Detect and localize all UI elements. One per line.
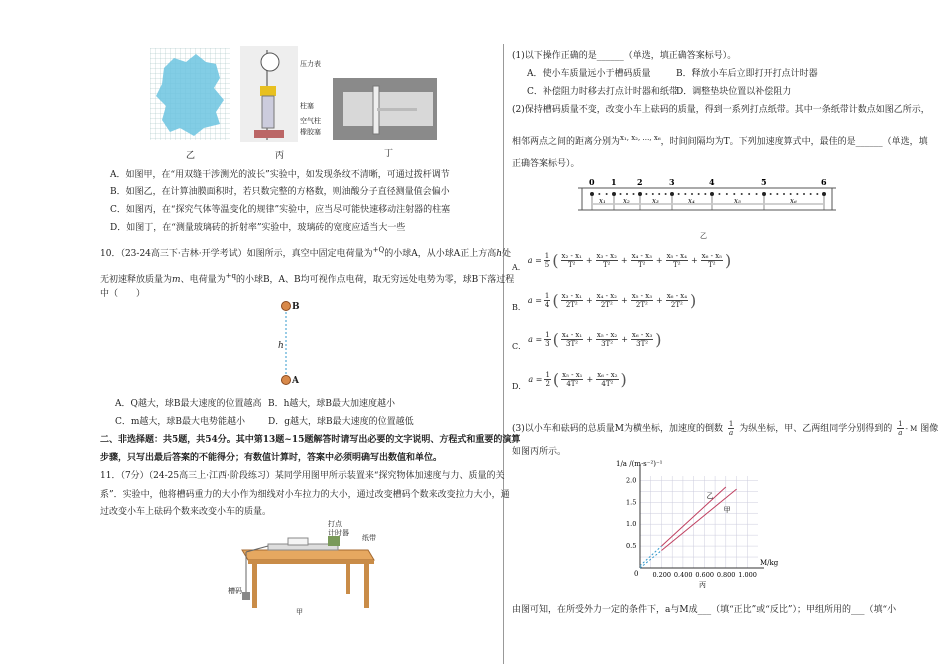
tape-x-label: x₁ xyxy=(599,197,606,205)
tape-count-dot xyxy=(670,192,674,196)
chart-x-tick: 0.800 xyxy=(716,571,736,579)
chart-series-label: 甲 xyxy=(723,505,731,514)
figure-yi-oil-film xyxy=(150,48,230,140)
tape-dot xyxy=(620,193,622,195)
q11-line-2: 系”．实验中，他将槽码重力的大小作为细线对小车拉力的大小，通过改变槽码个数来改变拉力大小，通 xyxy=(100,490,510,500)
tape-dot xyxy=(645,193,647,195)
q10-label-b: B xyxy=(292,302,300,312)
q11-part-2-line-1: (2)保持槽码质量不变，改变小车上砝码的质量，得到一系列打点纸带。其中一条纸带计数点如图乙所示， xyxy=(512,105,930,115)
tape-dot xyxy=(790,193,792,195)
tape-count-dot xyxy=(638,192,642,196)
figure-yi-caption: 乙 xyxy=(186,151,196,161)
formula-option-c: C． a = $\frac{1}{3}$ ( $\frac{\text{x₄ - x₁}}{\text{3T²}}$ + $\frac{\text{x₅ - x₂}}{\text{3T²}}$ + $\frac{\text{x₆ - x₃}}{\text{3T²}}$ ) xyxy=(512,330,662,351)
label-timer: 打点 计时器 xyxy=(328,520,349,537)
tape-count-dot xyxy=(710,192,714,196)
q11-part-2-line-3: 正确答案标号）。 xyxy=(512,159,580,169)
label-rubber-stopper: 橡胶塞 xyxy=(300,128,321,136)
chart-origin-label: 0 xyxy=(634,570,639,578)
tape-count-dot xyxy=(590,192,594,196)
tape-dot xyxy=(691,193,693,195)
chart-y-tick: 2.0 xyxy=(626,476,637,485)
figure-jia-apparatus xyxy=(228,530,378,610)
chart-x-label: M/kg xyxy=(760,559,779,567)
tape-dot xyxy=(606,193,608,195)
inverse-acceleration-chart xyxy=(612,458,779,589)
q11-part-1-option-b: B．释放小车后立即打开打点计时器 xyxy=(676,69,818,79)
tape-dot xyxy=(678,193,680,195)
tape-x-label: x₂ xyxy=(623,197,630,205)
tape-point-label: 3 xyxy=(669,177,675,187)
chart-y-tick: 0.5 xyxy=(626,542,637,551)
chart-x-tick: 0.400 xyxy=(673,571,693,579)
tape-caption: 乙 xyxy=(700,232,707,240)
tape-dot xyxy=(665,193,667,195)
label-air-column: 空气柱 xyxy=(300,117,321,125)
q9-option-d: D．如图丁，在“测量玻璃砖的折射率”实验中，玻璃砖的宽度应适当大一些 xyxy=(110,223,406,233)
q11-line-3: 过改变小车上砝码个数来改变小车的质量。 xyxy=(100,507,272,517)
q10-option-b: B．h越大，球B最大加速度越小 xyxy=(268,399,396,409)
q9-option-a: A．如图甲，在“用双缝干涉测光的波长”实验中，如发现条纹不清晰，可通过拨杆调节 xyxy=(110,170,450,180)
tape-x-label: x₄ xyxy=(688,197,695,205)
label-paper-tape: 纸带 xyxy=(362,534,376,542)
tape-dot xyxy=(698,193,700,195)
chart-x-tick: 1.000 xyxy=(738,571,757,579)
tape-point-label: 1 xyxy=(611,177,617,187)
chart-y-tick: 1.0 xyxy=(626,520,637,529)
tape-dot xyxy=(776,193,778,195)
tape-dot xyxy=(684,193,686,195)
q11-part-1-option-a: A．使小车质量远小于槽码质量 xyxy=(527,69,651,79)
tape-dot xyxy=(770,193,772,195)
figure-jia-caption: 甲 xyxy=(296,608,303,616)
label-weights: 槽码 xyxy=(228,587,242,595)
tape-dot xyxy=(748,193,750,195)
tape-count-dot xyxy=(822,192,826,196)
tape-dot xyxy=(598,193,600,195)
q10-line-3: 中（ ） xyxy=(100,289,146,299)
figure-bing-caption: 丙 xyxy=(275,151,285,161)
q11-part-2-line-2: 相邻两点之间的距离分别为$^{x_1, x_2, \dots, x_6}$，时间间隔均为T。下列加速度算式中，最佳的是______（单选，填 xyxy=(512,134,928,147)
q11-part-1: (1)以下操作正确的是______（单选，填正确答案标号）。 xyxy=(512,51,737,61)
q11-part-3-last-line: 由图可知，在所受外力一定的条件下，a与M成___（填“正比”或“反比”）；甲组所用的___（填“小 xyxy=(512,605,897,615)
q10-line-2: 无初速释放质量为m、电荷量为$^{+q}$的小球B，A、B均可视作点电荷，取无穷远处电势为零，球B下落过程 xyxy=(100,272,515,285)
formula-label: D． xyxy=(512,382,527,391)
tape-dot xyxy=(796,193,798,195)
tape-point-label: 6 xyxy=(821,177,827,187)
tape-point-label: 4 xyxy=(709,177,715,187)
tape-dot xyxy=(810,193,812,195)
figure-ding-caption: 丁 xyxy=(384,149,394,159)
tape-dot xyxy=(741,193,743,195)
tape-point-label: 2 xyxy=(637,177,643,187)
q11-part-3-line-2: 如图丙所示。 xyxy=(512,447,567,457)
q11-line-1: 11．（7分）（24-25高三上·江西·阶段练习）某同学用图甲所示装置来“探究物体加速度与力、质量的关 xyxy=(100,471,505,481)
section-2-heading-1: 二、非选择题：共5题，共54分。其中第13题~15题解答时请写出必要的文字说明、方程式和重要的演算 xyxy=(100,435,521,445)
q10-option-c: C．m越大，球B最大电势能越小 xyxy=(115,417,246,427)
tape-dot xyxy=(803,193,805,195)
tape-x-label: x₆ xyxy=(790,197,797,205)
q9-option-c: C．如图丙，在“探究气体等温变化的规律”实验中，应当尽可能快速移动注射器的柱塞 xyxy=(110,205,451,215)
formula-label: B． xyxy=(512,303,526,312)
figure-ding-glass xyxy=(333,78,437,140)
chart-series-line-jia xyxy=(661,489,736,550)
label-pressure-gauge: 压力表 xyxy=(300,60,321,68)
label-plunger: 柱塞 xyxy=(300,102,314,110)
q10-line-1: 10．（23-24高三下·吉林·开学考试）如图所示，真空中固定电荷量为$^{+Q}$的小球A，从小球A正上方高h处 xyxy=(100,246,512,259)
q11-part-1-option-d: D．调整垫块位置以补偿阻力 xyxy=(676,87,792,97)
tape-dot xyxy=(718,193,720,195)
q10-option-a: A．Q越大，球B最大速度的位置越高 xyxy=(115,399,262,409)
formula-option-b: B． a = $\frac{1}{4}$ ( $\frac{\text{x₃ - x₁}}{\text{2T²}}$ + $\frac{\text{x₄ - x₂}}{\text{2T²}}$ + $\frac{\text{x₅ - x₃}}{\text{2T²}}$ + $\frac{\text{x₆ - x₄}}{\text{2T²}}$ ) xyxy=(512,291,697,312)
tape-x-label: x₃ xyxy=(652,197,659,205)
tape-dot xyxy=(626,193,628,195)
chart-x-tick: 0.200 xyxy=(652,571,672,579)
q9-option-b: B．如图乙，在计算油膜面积时，若只数完整的方格数，则油酸分子直径测量值会偏小 xyxy=(110,187,450,197)
tape-dot xyxy=(726,193,728,195)
tape-dot xyxy=(756,193,758,195)
section-2-heading-2: 步骤，只写出最后答案的不能得分；有数值计算时，答案中必须明确写出数值和单位。 xyxy=(100,453,443,463)
chart-grid xyxy=(640,476,758,568)
formula-option-d: D． a = $\frac{1}{2}$ ( $\frac{\text{x₅ - x₁}}{\text{4T²}}$ + $\frac{\text{x₆ - x₂}}{\text{4T²}}$ ) xyxy=(512,370,627,391)
tape-dot xyxy=(633,193,635,195)
tape-point-label: 5 xyxy=(761,177,767,187)
q10-label-h: h xyxy=(278,341,284,351)
tape-dot xyxy=(733,193,735,195)
tape-count-dot xyxy=(612,192,616,196)
q10-label-a: A xyxy=(292,376,299,386)
tape-dot xyxy=(704,193,706,195)
chart-y-label: 1/a /(m·s⁻²)⁻¹ xyxy=(616,460,663,468)
column-divider xyxy=(503,44,504,664)
tape-dot xyxy=(816,193,818,195)
tape-dot xyxy=(658,193,660,195)
tape-count-dot xyxy=(762,192,766,196)
q11-part-3-line-1: (3)以小车和砝码的总质量M为横坐标，加速度的倒数 $\frac{1}{a}$ 为纵坐标，甲、乙两组同学分别得到的 $\frac{1}{a}$ - M 图像 xyxy=(512,420,939,437)
tape-x-label: x₅ xyxy=(734,197,741,205)
figure-bing-apparatus xyxy=(240,46,298,142)
tape-point-label: 0 xyxy=(589,177,595,187)
chart-caption: 丙 xyxy=(699,581,706,589)
chart-series-label: 乙 xyxy=(706,491,714,500)
tape-dot xyxy=(652,193,654,195)
formula-label: A． xyxy=(512,263,526,272)
formula-label: C． xyxy=(512,342,527,351)
tape-dot xyxy=(783,193,785,195)
formula-option-a: A． a = $\frac{1}{5}$ ( $\frac{\text{x₂ - x₁}}{\text{T²}}$ + $\frac{\text{x₃ - x₂}}{\text{T²}}$ + $\frac{\text{x₄ - x₃}}{\text{T²}}$ + $\frac{\text{x₅ - x₄}}{\text{T²}}$ + $\frac{\text{x₆ - x₅}}{\text{T²}}$ ) xyxy=(512,251,732,272)
q11-part-1-option-c: C．补偿阻力时移去打点计时器和纸带 xyxy=(527,87,678,97)
paper-tape-figure xyxy=(576,174,838,232)
chart-y-tick: 1.5 xyxy=(626,498,637,507)
chart-x-tick: 0.600 xyxy=(695,571,714,579)
q10-option-d: D．g越大，球B最大速度的位置越低 xyxy=(268,417,414,427)
